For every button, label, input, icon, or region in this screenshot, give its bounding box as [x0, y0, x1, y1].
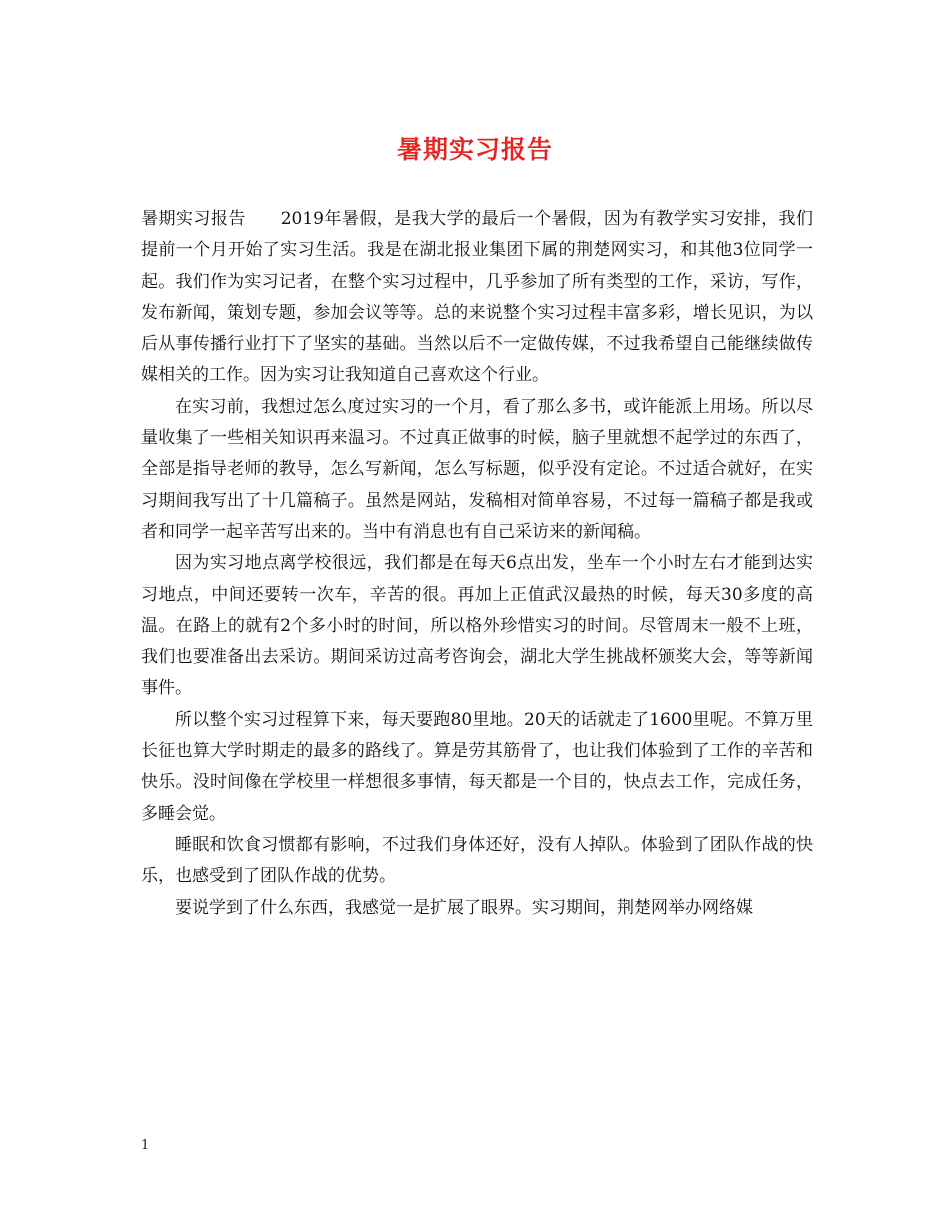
document-body — [141, 204, 813, 924]
document-title: 暑期实习报告 — [396, 135, 553, 164]
paragraph-2: 在实习前，我想过怎么度过实习的一个月，看了那么多书，或许能派上用场。所以尽量收集了一些相关知识再来温习。不过真正做事的时候，脑子里就想不起学过的东西了，全部是指导老师的教导，怎么写新闻，怎么写标题，似乎没有定论。不过适合就好，在实习期间我写出了十几篇稿子。虽然是网站，发稿相对简单容易，不过每一篇稿子都是我或者和同学一起辛苦写出来的。当中有消息也有自己采访来的新闻稿。 — [141, 396, 813, 542]
page-number: 1 — [141, 1138, 150, 1153]
paragraph-5: 睡眠和饮食习惯都有影响，不过我们身体还好，没有人掉队。体验到了团队作战的快乐，也感受到了团队作战的优势。 — [141, 834, 813, 887]
paragraph-1: 暑期实习报告 2019年暑假，是我大学的最后一个暑假，因为有教学实习安排，我们提前一个月开始了实习生活。我是在湖北报业集团下属的荆楚网实习，和其他3位同学一起。我们作为实习记者，在整个实习过程中，几乎参加了所有类型的工作，采访，写作，发布新闻，策划专题，参加会议等等。总的来说整个实习过程丰富多彩，增长见识，为以后从事传播行业打下了坚实的基础。当然以后不一定做传媒，不过我希望自己能继续做传媒相关的工作。因为实习让我知道自己喜欢这个行业。 — [141, 209, 813, 386]
paragraph-3: 因为实习地点离学校很远，我们都是在每天6点出发，坐车一个小时左右才能到达实习地点，中间还要转一次车，辛苦的很。再加上正值武汉最热的时候，每天30多度的高温。在路上的就有2个多小时的时间，所以格外珍惜实习的时间。尽管周末一般不上班，我们也要准备出去采访。期间采访过高考咨询会，湖北大学生挑战杯颁奖大会，等等新闻事件。 — [141, 553, 813, 699]
paragraph-6: 要说学到了什么东西，我感觉一是扩展了眼界。实习期间，荆楚网举办网络媒 — [175, 897, 753, 918]
paragraph-4: 所以整个实习过程算下来，每天要跑80里地。20天的话就走了1600里呢。不算万里长征也算大学时期走的最多的路线了。算是劳其筋骨了，也让我们体验到了工作的辛苦和快乐。没时间像在学校里一样想很多事情，每天都是一个目的，快点去工作，完成任务，多睡会觉。 — [141, 709, 813, 824]
